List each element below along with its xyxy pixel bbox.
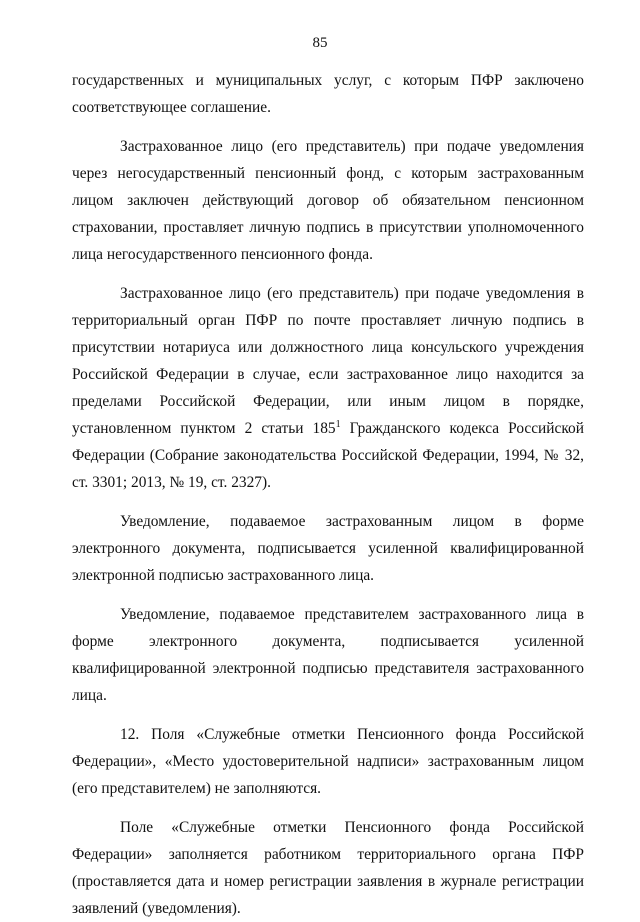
paragraph-service-marks: Поле «Служебные отметки Пенсионного фонда Российской Федерации» заполняется работником территориального органа ПФР (проставляется дата и номер регистрации заявления в журнале регистрации заявлений (уведомления). bbox=[72, 819, 584, 917]
paragraph-electronic-representative: Уведомление, подаваемое представителем застрахованного лица в форме электронного документа, подписывается усиленной квалифицированной электронной подписью представителя застрахованного лица. bbox=[72, 606, 584, 704]
paragraph-post-signature-text-end: Гражданского кодекса Российской Федерации (Собрание законодательства Российской Федерации, 1994, № 32, ст. 3301; 2013, № 19, ст. 2327). bbox=[72, 420, 584, 491]
paragraph-post-signature-text: Застрахованное лицо (его представитель) при подаче уведомления в территориальный орган ПФР по почте проставляет личную подпись в присутствии нотариуса или должностного лица консульского учреждения Российской Федерации в случае, если застрахованное лицо находится за пределами Российской Федерации, или иным лицом в порядке, установленном пунктом 2 статьи 185 bbox=[72, 285, 584, 437]
page-number: 85 bbox=[312, 35, 328, 51]
paragraph-post-signature bbox=[72, 280, 584, 496]
document-body bbox=[72, 67, 584, 922]
paragraph-continuation: государственных и муниципальных услуг, с которым ПФР заключено соответствующее соглашение. bbox=[72, 72, 584, 116]
paragraph-electronic-insured: Уведомление, подаваемое застрахованным лицом в форме электронного документа, подписывается усиленной квалифицированной электронной подписью застрахованного лица. bbox=[72, 513, 584, 584]
paragraph-item-12: 12. Поля «Служебные отметки Пенсионного фонда Российской Федерации», «Место удостоверительной надписи» застрахованным лицом (его представителем) не заполняются. bbox=[72, 726, 584, 797]
footnote-superscript: 1 bbox=[335, 419, 341, 430]
paragraph-npf-signature: Застрахованное лицо (его представитель) при подаче уведомления через негосударственный пенсионный фонд, с которым застрахованным лицом заключен действующий договор об обязательном пенсионном страховании, проставляет личную подпись в присутствии уполномоченного лица негосударственного пенсионного фонда. bbox=[72, 138, 584, 263]
